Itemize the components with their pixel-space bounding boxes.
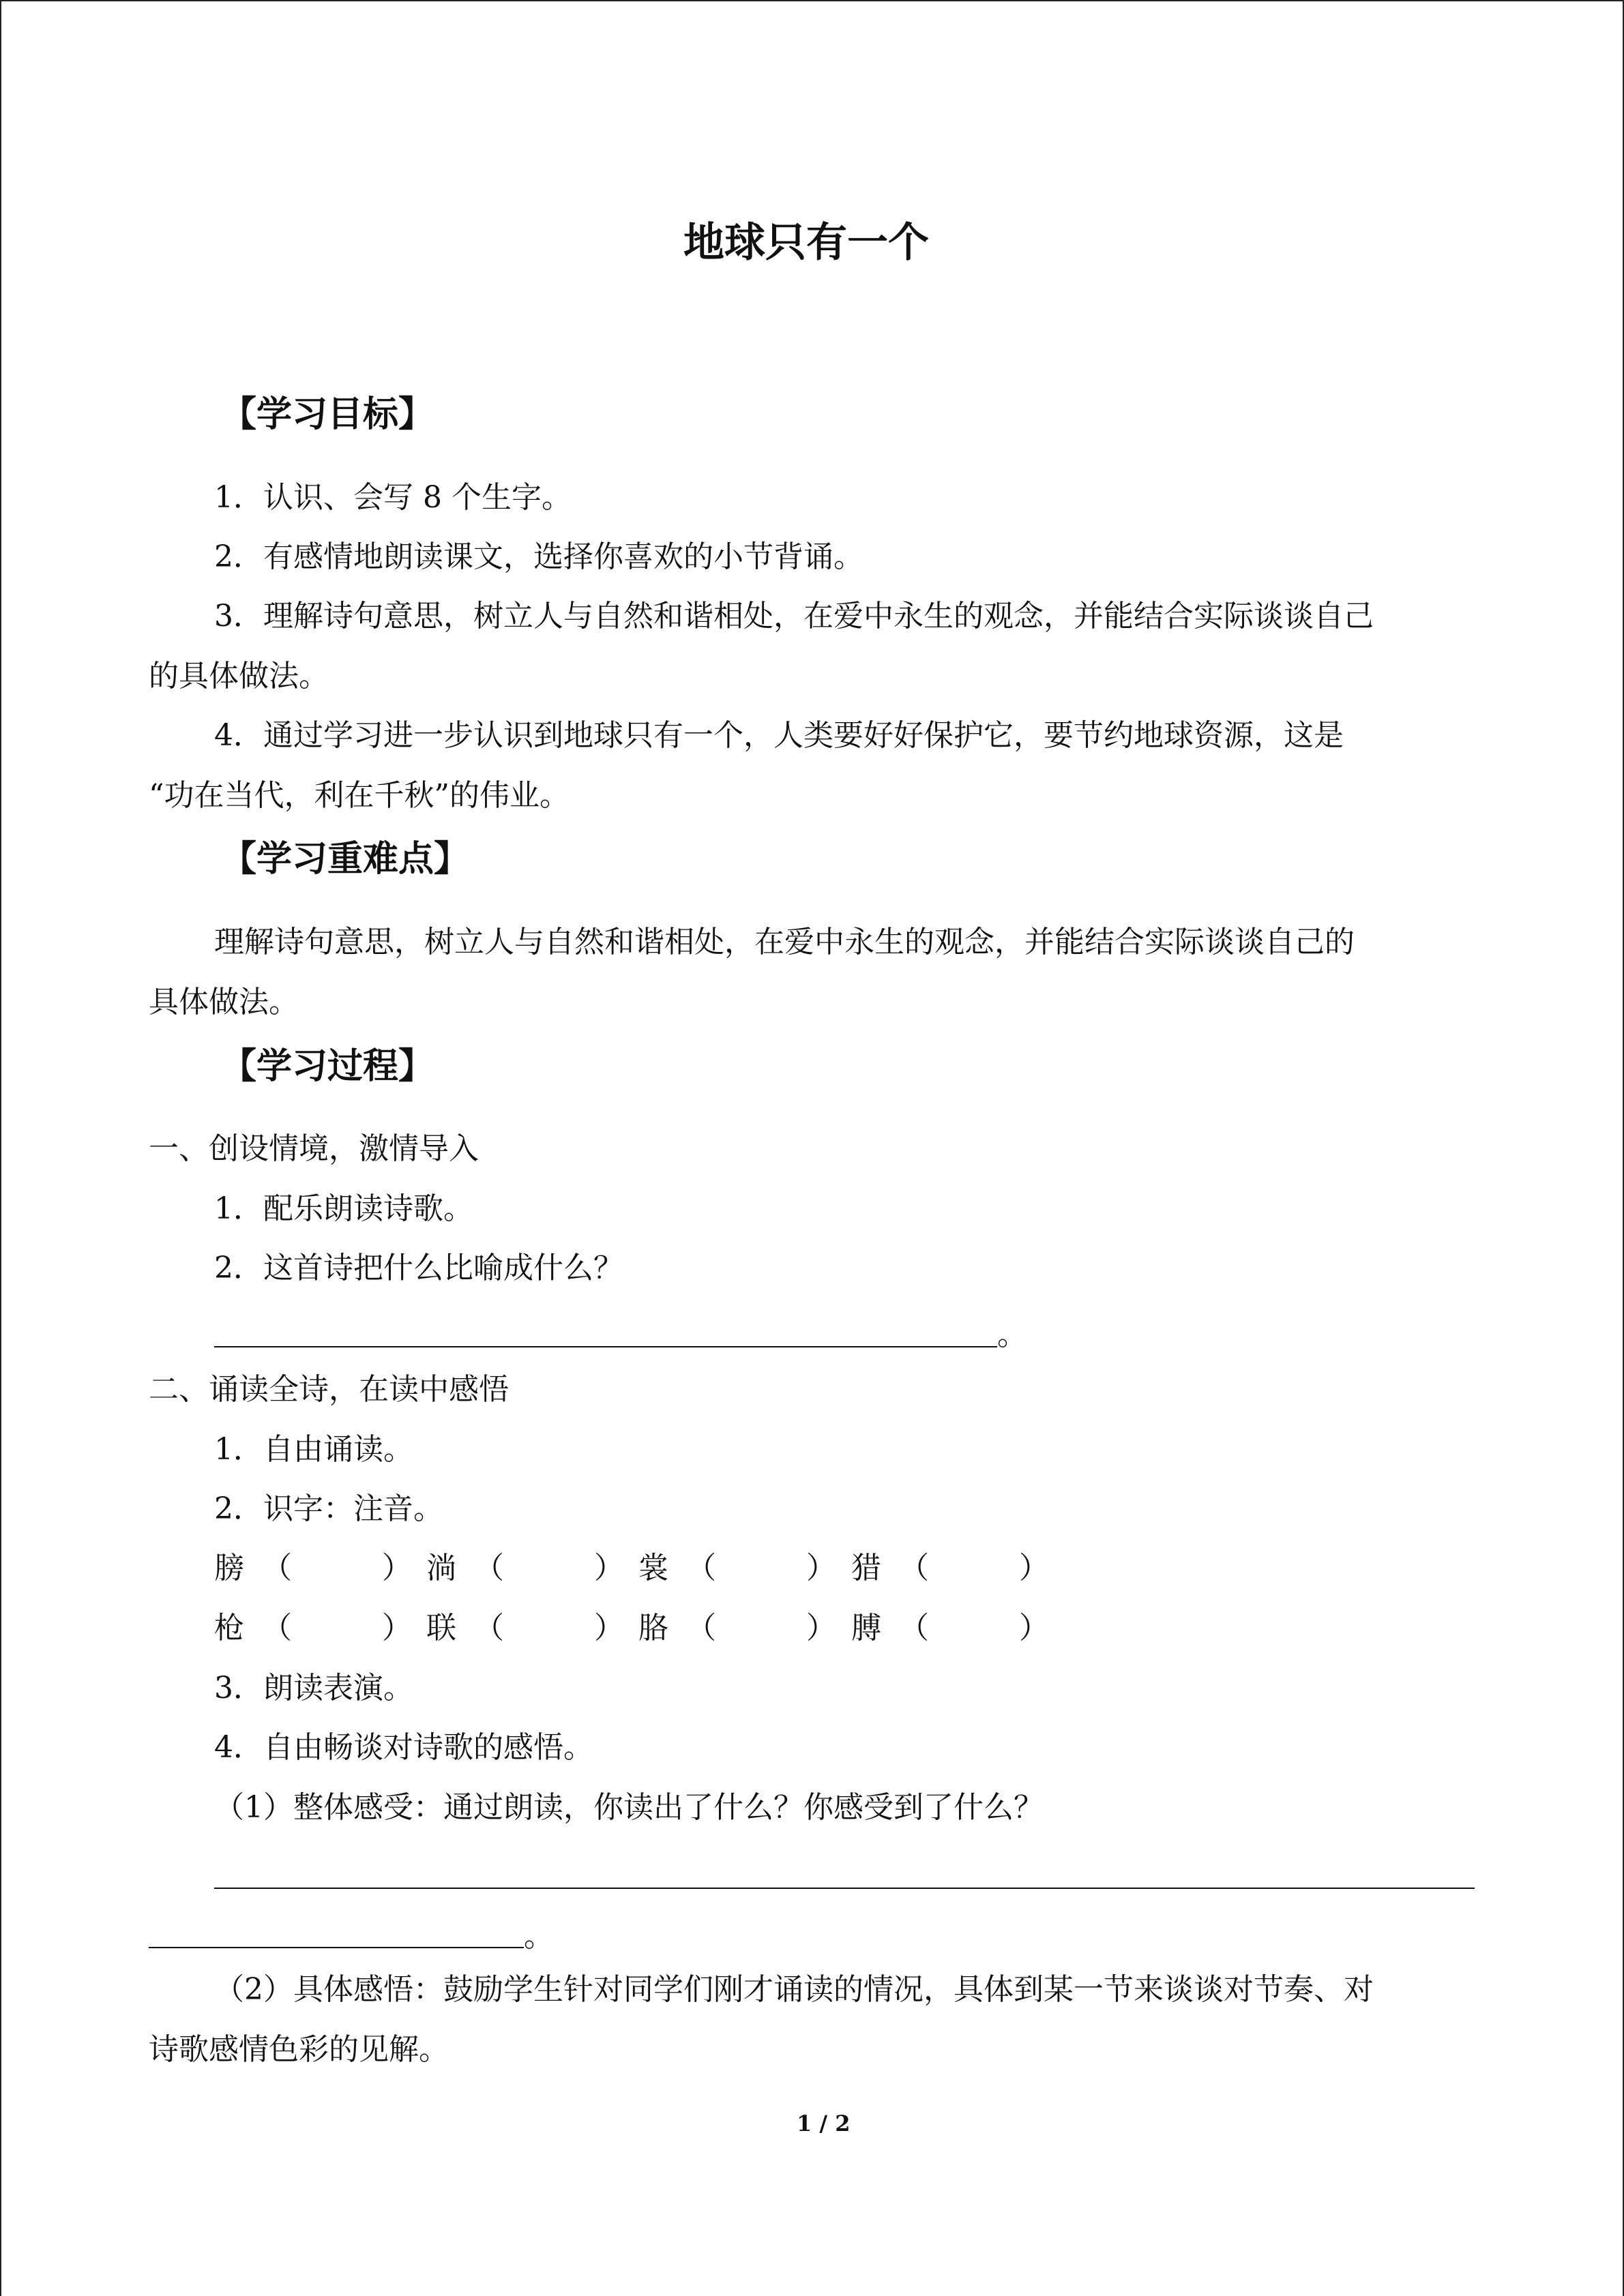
pinyin-cell[interactable] (851, 1609, 1049, 1648)
pinyin-cell[interactable] (638, 1609, 836, 1648)
pinyin-char: 裳 (638, 1551, 668, 1585)
goal-1: 1．认识、会写 8 个生字。 (214, 480, 572, 515)
part2-sub1: （1）整体感受：通过朗读，你读出了什么？你感受到了什么？ (214, 1790, 1044, 1825)
page-title: 地球只有一个 (683, 219, 929, 267)
pinyin-cell[interactable] (214, 1549, 412, 1587)
part2-item3: 3．朗读表演。 (214, 1671, 413, 1705)
pinyin-char: 猎 (851, 1551, 881, 1585)
part2-item1: 1．自由诵读。 (214, 1432, 413, 1467)
pinyin-char: 膀 (214, 1551, 244, 1585)
part2-title: 二、诵读全诗，在读中感悟 (149, 1372, 509, 1407)
pinyin-blank: （ ） (262, 1551, 412, 1585)
answer-blank-1-end: 。 (997, 1317, 1027, 1352)
goal-2: 2．有感情地朗读课文，选择你喜欢的小节背诵。 (214, 539, 863, 574)
pinyin-blank: （ ） (899, 1611, 1049, 1645)
part2-item2: 2．识字：注音。 (214, 1491, 443, 1526)
pinyin-blank: （ ） (474, 1611, 624, 1645)
pinyin-cell[interactable] (638, 1549, 836, 1587)
pinyin-cell[interactable] (426, 1549, 624, 1587)
page-number: 1 / 2 (797, 2111, 851, 2136)
goal-3-line1: 3．理解诗句意思，树立人与自然和谐相处，在爱中永生的观念，并能结合实际谈谈自己 (214, 599, 1374, 633)
pinyin-cell[interactable] (851, 1549, 1049, 1587)
part2-sub2-line2: 诗歌感情色彩的见解。 (149, 2032, 449, 2067)
part1-item2: 2．这首诗把什么比喻成什么？ (214, 1251, 623, 1285)
part1-item1: 1．配乐朗读诗歌。 (214, 1191, 473, 1226)
part1-title: 一、创设情境，激情导入 (149, 1131, 479, 1166)
key-points-line1: 理解诗句意思，树立人与自然和谐相处，在爱中永生的观念，并能结合实际谈谈自己的 (214, 925, 1355, 959)
pinyin-char: 胳 (638, 1611, 668, 1645)
part2-item4: 4．自由畅谈对诗歌的感悟。 (214, 1730, 593, 1765)
pinyin-char: 膊 (851, 1611, 881, 1645)
goal-3-line2: 的具体做法。 (149, 659, 329, 694)
pinyin-cell[interactable] (426, 1609, 624, 1648)
process-heading: 【学习过程】 (221, 1045, 434, 1087)
answer-blank-2-line1[interactable] (214, 1888, 1475, 1889)
goal-4-line2: “功在当代，利在千秋”的伟业。 (149, 778, 570, 813)
goals-heading: 【学习目标】 (221, 393, 434, 435)
pinyin-blank: （ ） (899, 1551, 1049, 1585)
key-points-line2: 具体做法。 (149, 985, 299, 1019)
pinyin-cell[interactable] (214, 1609, 412, 1648)
answer-blank-1[interactable] (214, 1346, 997, 1347)
key-points-heading: 【学习重难点】 (221, 838, 470, 880)
part2-sub2-line1: （2）具体感悟：鼓励学生针对同学们刚才诵读的情况，具体到某一节来谈谈对节奏、对 (214, 1972, 1374, 2007)
answer-blank-2-line2[interactable] (149, 1947, 524, 1948)
answer-blank-2-end: 。 (524, 1919, 554, 1954)
goal-4-line1: 4．通过学习进一步认识到地球只有一个，人类要好好保护它，要节约地球资源，这是 (214, 718, 1344, 753)
pinyin-blank: （ ） (686, 1611, 836, 1645)
pinyin-blank: （ ） (686, 1551, 836, 1585)
pinyin-char: 枪 (214, 1611, 244, 1645)
pinyin-char: 联 (426, 1611, 456, 1645)
pinyin-blank: （ ） (474, 1551, 624, 1585)
pinyin-char: 淌 (426, 1551, 456, 1585)
pinyin-blank: （ ） (262, 1611, 412, 1645)
